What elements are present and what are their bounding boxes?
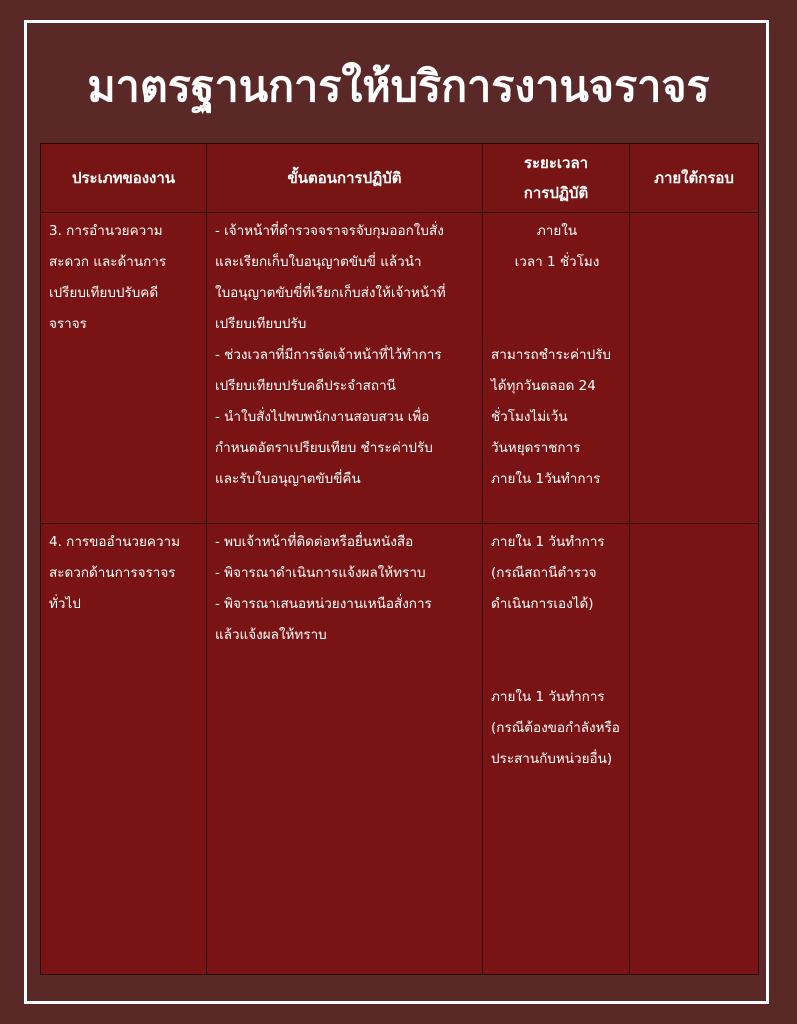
within-frame-cell — [630, 524, 759, 975]
duration-line: ภายใน 1 วันทำการ — [491, 534, 605, 550]
duration-line: วันหยุดราชการ — [491, 440, 581, 456]
duration-line: สามารถชำระค่าปรับ — [491, 347, 611, 363]
procedure-step-line: เปรียบเทียบปรับ — [215, 316, 307, 332]
work-type-line: จราจร — [49, 316, 87, 332]
work-type-line: 3. การอำนวยความ — [49, 223, 163, 239]
duration-line: เวลา 1 ชั่วโมง — [514, 254, 600, 270]
header-duration — [483, 144, 630, 213]
procedure-step-line: กำหนดอัตราเปรียบเทียบ ชำระค่าปรับ — [215, 440, 433, 456]
header-duration-line2: การปฏิบัติ — [523, 184, 589, 202]
header-procedure-steps: ขั้นตอนการปฏิบัติ — [207, 144, 483, 213]
within-frame-cell — [630, 213, 759, 524]
duration-line: ดำเนินการเองได้) — [491, 596, 594, 612]
procedure-step-line: - พิจารณาเสนอหน่วยงานเหนือสั่งการ — [215, 596, 432, 612]
work-type-line: สะดวก และด้านการ — [49, 254, 167, 270]
procedure-step-line: ใบอนุญาตขับขี่ที่เรียกเก็บส่งให้เจ้าหน้าที่ — [215, 285, 446, 301]
page-title: มาตรฐานการให้บริการงานจราจร — [87, 62, 710, 112]
procedure-step-line: - นำใบสั่งไปพบพนักงานสอบสวน เพื่อ — [215, 409, 430, 425]
table-header-row — [41, 144, 759, 213]
procedure-step-line: และเรียกเก็บใบอนุญาตขับขี่ แล้วนำ — [215, 254, 422, 270]
work-type-line: สะดวกด้านการจราจร — [49, 565, 176, 581]
header-work-type: ประเภทของงาน — [41, 144, 207, 213]
procedure-step-line: - ช่วงเวลาที่มีการจัดเจ้าหน้าที่ไว้ทำการ — [215, 347, 442, 363]
procedure-step-line: แล้วแจ้งผลให้ทราบ — [215, 627, 327, 643]
table-row — [41, 524, 759, 975]
duration-line: (กรณีต้องขอกำลังหรือ — [491, 720, 620, 736]
duration-line: ภายใน 1วันทำการ — [491, 471, 601, 487]
procedure-step-line: และรับใบอนุญาตขับขี่คืน — [215, 471, 361, 487]
work-type-line: ทั่วไป — [49, 596, 81, 612]
header-within-frame: ภายใต้กรอบ — [630, 144, 759, 213]
duration-line: (กรณีสถานีตำรวจ — [491, 565, 597, 581]
header-duration-line1: ระยะเวลา — [523, 154, 589, 172]
work-type-line: เปรียบเทียบปรับคดี — [49, 285, 159, 301]
work-type-cell — [41, 524, 207, 975]
duration-line: ภายใน 1 วันทำการ — [491, 689, 605, 705]
procedure-steps-cell — [207, 213, 483, 524]
duration-cell — [483, 213, 630, 524]
duration-line: ภายใน — [536, 223, 578, 239]
procedure-step-line: - พบเจ้าหน้าที่ติดต่อหรือยื่นหนังสือ — [215, 534, 414, 550]
procedure-step-line: เปรียบเทียบปรับคดีประจำสถานี — [215, 378, 396, 394]
table-row — [41, 213, 759, 524]
duration-line: ประสานกับหน่วยอื่น) — [491, 751, 613, 767]
procedure-step-line: - เจ้าหน้าที่ตำรวจจราจรจับกุมออกใบสั่ง — [215, 223, 444, 239]
service-standard-table — [40, 143, 759, 975]
duration-line: ชั่วโมงไม่เว้น — [491, 409, 568, 425]
duration-cell — [483, 524, 630, 975]
work-type-cell — [41, 213, 207, 524]
procedure-step-line: - พิจารณาดำเนินการแจ้งผลให้ทราบ — [215, 565, 426, 581]
duration-line: ได้ทุกวันตลอด 24 — [491, 378, 596, 394]
work-type-line: 4. การขออำนวยความ — [49, 534, 181, 550]
procedure-steps-cell — [207, 524, 483, 975]
